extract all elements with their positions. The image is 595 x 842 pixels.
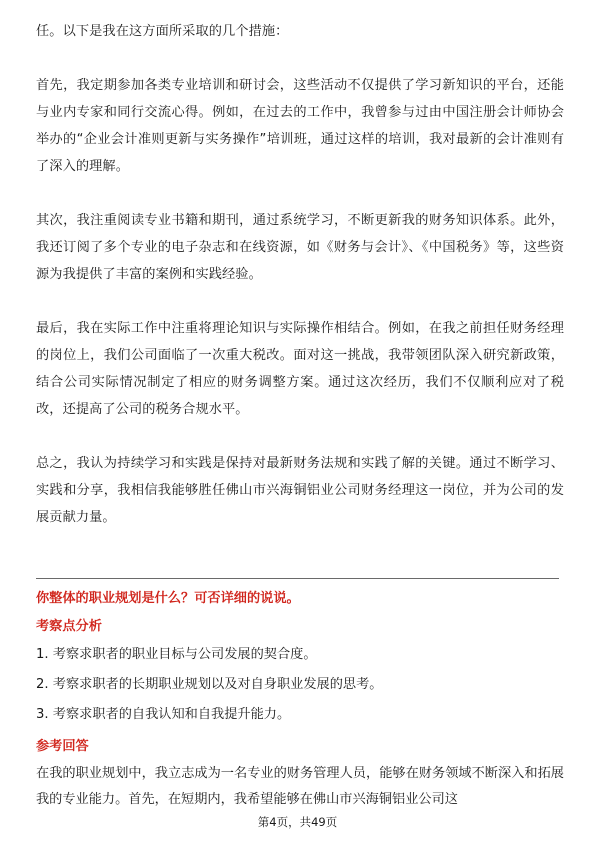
- paragraph-second: 其次，我注重阅读专业书籍和期刊，通过系统学习，不断更新我的财务知识体系。此外，我还订阅了多个专业的电子杂志和在线资源，如《财务与会计》、《中国税务》等，这些资源为我提供了丰富的案例和实践经验。: [36, 213, 564, 282]
- question-title: 你整体的职业规划是什么？可否详细的说说。: [36, 591, 300, 606]
- section-divider: [36, 578, 559, 579]
- document-body: [36, 18, 564, 531]
- intro-line: 任。以下是我在这方面所采取的几个措施：: [36, 24, 289, 39]
- analysis-point-1: 1. 考察求职者的职业目标与公司发展的契合度。: [36, 647, 317, 662]
- analysis-point-2: 2. 考察求职者的长期职业规划以及对自身职业发展的思考。: [36, 677, 383, 692]
- paragraph-last: 最后，我在实际工作中注重将理论知识与实际操作相结合。例如，在我之前担任财务经理的岗位上，我们公司面临了一次重大税改。面对这一挑战，我带领团队深入研究新政策，结合公司实际情况制定了相应的财务调整方案。通过这次经历，我们不仅顺利应对了税改，还提高了公司的税务合规水平。: [36, 321, 564, 417]
- paragraph-summary: 总之，我认为持续学习和实践是保持对最新财务法规和实践了解的关键。通过不断学习、实践和分享，我相信我能够胜任佛山市兴海铜铝业公司财务经理这一岗位，并为公司的发展贡献力量。: [36, 456, 564, 525]
- analysis-heading: 考察点分析: [36, 619, 102, 634]
- analysis-point-3: 3. 考察求职者的自我认知和自我提升能力。: [36, 707, 291, 722]
- answer-heading: 参考回答: [36, 739, 89, 754]
- answer-text: 在我的职业规划中，我立志成为一名专业的财务管理人员，能够在财务领域不断深入和拓展我的专业能力。首先，在短期内，我希望能够在佛山市兴海铜铝业公司这: [36, 766, 564, 807]
- paragraph-first: 首先，我定期参加各类专业培训和研讨会，这些活动不仅提供了学习新知识的平台，还能与业内专家和同行交流心得。例如，在过去的工作中，我曾参与过由中国注册会计师协会举办的“企业会计准则更新与实务操作”培训班，通过这样的培训，我对最新的会计准则有了深入的理解。: [36, 78, 564, 174]
- page-number: 第4页，共49页: [257, 815, 338, 829]
